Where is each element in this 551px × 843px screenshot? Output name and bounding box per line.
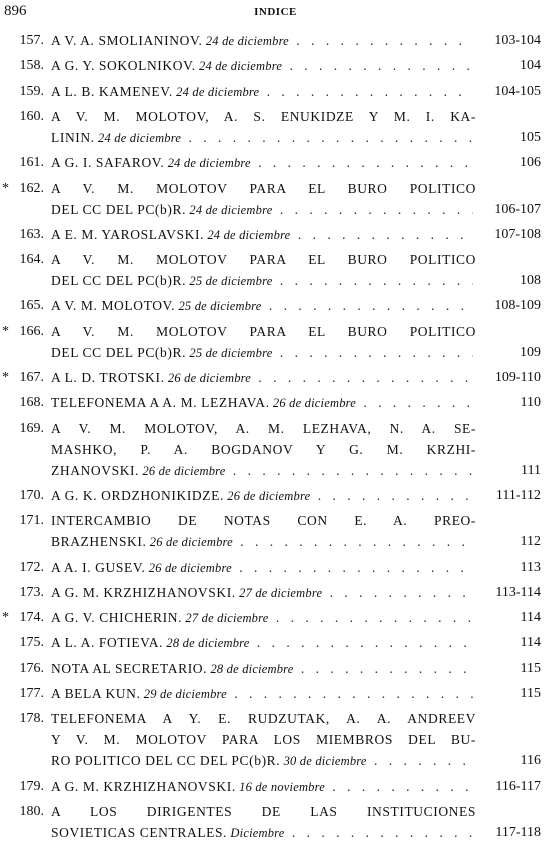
entry-date: 24 de diciembre [195,59,283,74]
entry-body [51,801,476,843]
entry-line [51,632,476,653]
entry-title-text: TELEFONEMA A Y. E. RUDZUTAK, A. A. ANDREEV [51,711,476,727]
page-range: 103-104 [473,30,541,51]
entry-line [51,750,476,771]
index-entry [0,632,551,653]
entry-number: 168. [19,395,44,411]
entry-number: 172. [19,559,44,575]
entry-body [51,224,476,245]
entry-title-text: A BELA KUN. [51,686,141,701]
index-entry [0,178,551,220]
index-entry [0,658,551,679]
entry-number: 161. [19,155,44,171]
entry-title-text: A V. M. MOLOTOV PARA EL BURO POLITICO [51,323,476,339]
entry-title-text: RO POLITICO DEL CC DEL PC(b)R. [51,753,281,769]
entry-date: 24 de diciembre [202,34,289,48]
entry-number: 173. [19,584,44,600]
page-range: 105 [473,127,541,148]
entry-line [51,801,476,822]
entry-date: 30 de diciembre [280,754,367,769]
entry-number: 162. [19,180,44,196]
entry-line [51,557,476,578]
entry-body [51,55,476,76]
index-entry [0,392,551,413]
index-entry [0,321,551,363]
entry-number: 165. [19,298,44,314]
index-entry [0,485,551,506]
entry-title-text: A G. Y. SOKOLNIKOV. [51,58,196,74]
entry-date: 16 de noviembre [235,779,325,794]
entry-body [51,249,476,291]
page-range: 106 [473,152,541,173]
page-range: 106-107 [473,199,541,220]
entry-line [51,460,476,481]
entry-line [51,152,476,173]
entry-number: 171. [19,513,44,529]
page-range: 114 [473,607,541,628]
entry-date: 25 de diciembre [186,345,273,360]
index-entry [0,557,551,578]
entry-title-text: BRAZHENSKI. [51,534,147,550]
entry-title-text: DEL CC DEL PC(b)R. [51,273,187,289]
page-range: 107-108 [473,224,541,245]
entry-number: 166. [19,323,44,339]
entry-title-text: A V. M. MOLOTOV, A. S. ENUKIDZE Y M. I. KA- [51,108,476,124]
page-range: 116 [473,750,541,771]
asterisk-marker: * [2,370,9,385]
asterisk-marker: * [2,610,9,626]
index-entry [0,510,551,552]
entry-body [51,295,476,316]
entry-title-text: A G. K. ORDZHONIKIDZE. [51,487,224,503]
entry-number: 179. [19,778,44,794]
entry-date: 27 de diciembre [182,611,269,626]
page-number: 896 [4,3,27,19]
index-entry [0,81,551,102]
index-entry [0,30,551,51]
entry-number: 180. [19,803,44,819]
entry-body [51,582,476,603]
entry-title-text: A L. A. FOTIEVA. [51,635,164,651]
page-range: 111 [473,460,541,481]
entry-body [51,557,476,578]
asterisk-marker: * [2,180,9,196]
entry-title-text: INTERCAMBIO DE NOTAS CON E. A. PREO- [51,513,476,529]
entry-number: 164. [19,252,44,268]
index-entry [0,224,551,245]
entry-line [51,510,476,531]
page-range: 104-105 [473,81,541,102]
entry-number: 170. [19,487,44,503]
entry-body [51,632,476,653]
entry-date: 24 de diciembre [94,130,182,145]
index-entry [0,776,551,797]
entry-line [51,729,476,750]
entry-line [51,249,476,270]
entry-number: 160. [19,108,44,124]
index-entry [0,607,551,628]
entry-line [51,224,476,245]
entry-title-text: Y V. M. MOLOTOV PARA LOS MIEMBROS DEL BU- [51,732,476,748]
page-range: 115 [473,658,541,679]
page-range: 108 [473,270,541,291]
entry-line [51,127,476,148]
page-range: 109-110 [473,367,541,388]
entry-title-text: LININ. [51,129,95,145]
entry-body [51,81,476,102]
entry-date: 29 de diciembre [140,687,227,701]
entry-body [51,367,476,388]
entry-title-text: DEL CC DEL PC(b)R. [51,201,187,217]
entry-number: 158. [19,58,44,74]
entry-line [51,81,476,102]
entry-title-text: SOVIETICAS CENTRALES. [51,824,228,840]
entry-title-text: A L. D. TROTSKI. [51,370,165,385]
entry-body [51,321,476,363]
entry-line [51,55,476,76]
entry-line [51,439,476,460]
entry-title-text: ZHANOVSKI. [51,462,140,478]
entry-body [51,152,476,173]
entry-number: 159. [19,83,44,99]
index-entry [0,418,551,481]
entry-date: 26 de diciembre [145,560,232,575]
page-range: 117-118 [473,822,541,843]
entry-line [51,683,476,704]
page-range: 108-109 [473,295,541,316]
entry-title-text: A V. A. SMOLIANINOV. [51,33,203,48]
entry-line [51,30,476,51]
entry-title-text: A L. B. KAMENEV. [51,83,173,99]
entry-line [51,418,476,439]
entry-date: 28 de diciembre [163,636,250,651]
entry-title-text: A V. M. MOLOTOV PARA EL BURO POLITICO [51,252,476,268]
entry-date: 25 de diciembre [186,274,273,289]
entry-line [51,607,476,628]
entry-body [51,708,476,771]
index-entry [0,582,551,603]
entry-number: 177. [19,686,44,701]
asterisk-marker: * [2,323,9,339]
entry-number: 163. [19,226,44,242]
entry-body [51,607,476,628]
page-range: 113 [473,557,541,578]
entry-line [51,321,476,342]
entry-date: 24 de diciembre [186,202,273,217]
index-entry [0,152,551,173]
index-entry [0,249,551,291]
entry-title-text: A G. M. KRZHIZHANOVSKI. [51,778,236,794]
entry-date: 26 de diciembre [269,396,357,411]
page-range: 104 [473,55,541,76]
entry-title-text: A V. M. MOLOTOV. [51,298,176,314]
entry-body [51,776,476,797]
entry-number: 167. [19,370,44,385]
entry-line [51,485,476,506]
entry-title-text: MASHKO, P. A. BOGDANOV Y G. M. KRZHI- [51,441,476,457]
entry-body [51,658,476,679]
entry-date: 26 de diciembre [146,535,233,550]
entry-body [51,30,476,51]
entry-date: 24 de diciembre [204,227,291,242]
entry-title-text: A LOS DIRIGENTES DE LAS INSTITUCIONES [51,803,476,819]
entry-body [51,485,476,506]
page-range: 113-114 [473,582,541,603]
page-header [0,0,551,30]
entry-date: 25 de diciembre [175,299,262,314]
index-entry [0,683,551,704]
entry-body [51,683,476,704]
entry-date: 27 de diciembre [235,585,323,600]
entry-title-text: A E. M. YAROSLAVSKI. [51,226,205,242]
entry-line [51,367,476,388]
entry-date: 26 de diciembre [164,371,252,385]
page-range: 111-112 [473,485,541,506]
entry-title-text: A G. I. SAFAROV. [51,155,165,171]
index-entry [0,367,551,388]
entry-body [51,106,476,148]
entry-number: 169. [19,420,44,436]
page-range: 114 [473,632,541,653]
entry-date: 26 de diciembre [139,463,226,478]
index-entry [0,801,551,843]
entry-line [51,582,476,603]
entry-line [51,822,476,843]
entry-number: 178. [19,711,44,727]
entry-title-text: A V. M. MOLOTOV, A. M. LEZHAVA, N. A. SE- [51,420,476,436]
entry-line [51,658,476,679]
entry-date: Diciembre [227,825,285,840]
entry-body [51,392,476,413]
entry-line [51,178,476,199]
entry-number: 175. [19,635,44,651]
entry-date: 24 de diciembre [164,156,251,171]
page-range: 109 [473,342,541,363]
entry-title-text: TELEFONEMA A A. M. LEZHAVA. [51,395,270,411]
entry-title-text: A A. I. GUSEV. [51,559,146,575]
entry-line [51,776,476,797]
page-range: 116-117 [473,776,541,797]
entry-line [51,295,476,316]
entry-number: 176. [19,660,44,676]
entry-line [51,531,476,552]
entry-line [51,106,476,127]
page-range: 110 [473,392,541,413]
entry-line [51,199,476,220]
entry-number: 174. [19,610,44,626]
page-range: 112 [473,531,541,552]
entry-title-text: A V. M. MOLOTOV PARA EL BURO POLITICO [51,180,476,196]
index-entry [0,55,551,76]
entry-body [51,418,476,481]
entry-body [51,178,476,220]
entry-title-text: NOTA AL SECRETARIO. [51,660,208,676]
entry-title-text: DEL CC DEL PC(b)R. [51,344,187,360]
entry-date: 26 de diciembre [223,488,311,503]
entry-title-text: A G. M. KRZHIZHANOVSKI. [51,584,236,600]
index-entry [0,708,551,771]
index-entry [0,295,551,316]
entry-line [51,270,476,291]
entry-line [51,342,476,363]
entry-date: 28 de diciembre [207,661,294,676]
entry-title-text: A G. V. CHICHERIN. [51,610,183,626]
index-entry [0,106,551,148]
entry-date: 24 de diciembre [172,84,260,99]
entry-body [51,510,476,552]
page-range: 115 [473,683,541,704]
entry-line [51,392,476,413]
entry-number: 157. [19,33,44,48]
running-head: INDICE [254,6,297,18]
entry-line [51,708,476,729]
